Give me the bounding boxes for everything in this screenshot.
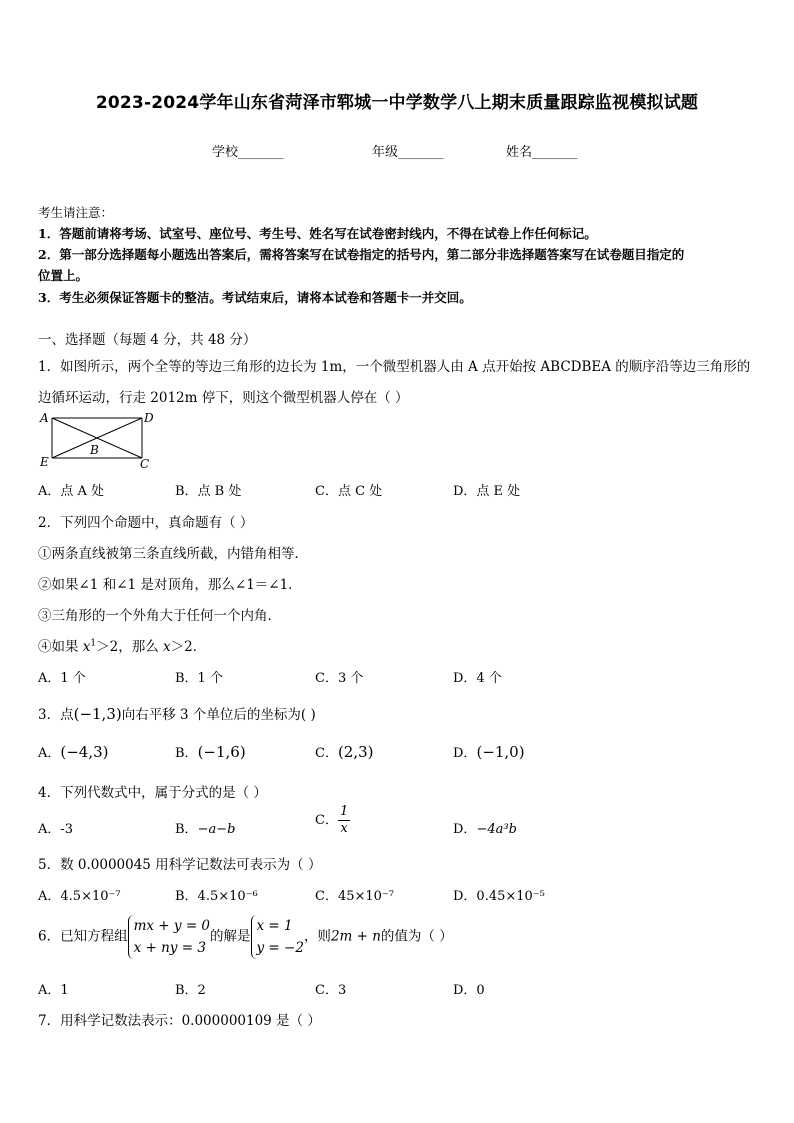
- label-D: D: [144, 411, 154, 425]
- solution-y: y = −2: [256, 940, 304, 956]
- q1-option-b: B．点 B 处: [175, 484, 242, 499]
- q2-statement-3: ③三角形的一个外角大于任何一个内角．: [38, 608, 281, 624]
- q5-option-c: C．45×10⁻⁷: [315, 889, 394, 904]
- option-label: D．: [453, 746, 477, 761]
- option-value: -3: [60, 822, 74, 837]
- q2-option-b: B．1 个: [175, 671, 223, 686]
- q2-s4-part: ＞2．: [170, 639, 207, 655]
- q4-option-c: [315, 804, 350, 837]
- name-field: 姓名_______: [506, 145, 578, 160]
- grade-field: 年级_______: [372, 145, 444, 160]
- label-A: A: [40, 411, 49, 425]
- q2-statement-1: ①两条直线被第三条直线所截，内错角相等．: [38, 546, 308, 562]
- q3-option-c: [315, 742, 374, 761]
- label-B: B: [90, 443, 99, 457]
- option-label: D．: [453, 822, 477, 837]
- option-label: C．: [315, 746, 338, 761]
- q2-stem: 2．下列四个命题中，真命题有（ ）: [38, 515, 254, 531]
- q4-option-a: [38, 818, 73, 837]
- equation-2: x + ny = 3: [133, 940, 206, 956]
- q2-s4-exp: 1: [90, 638, 97, 649]
- numerator: 1: [339, 804, 349, 819]
- q4-option-b: [175, 818, 235, 837]
- q1-option-c: C．点 C 处: [315, 484, 383, 499]
- equation-1: mx + y = 0: [133, 918, 211, 934]
- q1-stem-line2: 边循环运动，行走 2012m 停下，则这个微型机器人停在（ ）: [38, 390, 409, 406]
- q6-stem: [38, 915, 453, 959]
- q6-expression: 2m + n: [330, 928, 381, 945]
- q6-stem-part: 的值为（ ）: [380, 928, 453, 945]
- q3-point: (−1,3): [73, 705, 122, 723]
- option-label: B．: [175, 746, 198, 761]
- q4-option-d: [453, 818, 517, 837]
- option-value: −4a³b: [476, 822, 517, 837]
- q6-solution-system: [251, 915, 304, 959]
- q6-stem-part: 6．已知方程组: [38, 928, 128, 945]
- q2-s4-part: ④如果: [38, 639, 83, 655]
- q5-option-a: A．4.5×10⁻⁷: [38, 889, 121, 904]
- q2-s4-var: x: [82, 639, 91, 655]
- q2-s4-part: ＞2，那么: [96, 639, 164, 655]
- option-value: (−1,0): [476, 743, 525, 761]
- notice-item-1: 1．答题前请将考场、试室号、座位号、考生号、姓名写在试卷密封线内，不得在试卷上作任何标记。: [38, 226, 597, 241]
- q2-statement-2: ②如果∠1 和∠1 是对顶角，那么∠1＝∠1．: [38, 577, 302, 593]
- notice-item-2-cont: 位置上。: [38, 268, 89, 283]
- q3-option-a: [38, 742, 109, 761]
- page-title: 2023-2024学年山东省菏泽市郓城一中学数学八上期末质量跟踪监视模拟试题: [95, 93, 699, 113]
- q2-option-c: C．3 个: [315, 671, 364, 686]
- q6-equation-system: [128, 915, 210, 959]
- q2-statement-4: [38, 635, 206, 655]
- q6-option-a: A．1: [38, 983, 69, 998]
- q5-option-d: D．0.45×10⁻⁵: [453, 889, 545, 904]
- q6-stem-part: ，则: [303, 928, 331, 945]
- option-label: B．: [175, 822, 198, 837]
- q3-option-d: [453, 742, 525, 761]
- notice-item-3: 3．考生必须保证答题卡的整洁。考试结束后，请将本试卷和答题卡一并交回。: [38, 290, 472, 305]
- q4-stem: 4．下列代数式中，属于分式的是（ ）: [38, 785, 267, 801]
- option-label: A．: [38, 746, 61, 761]
- option-value: (2,3): [337, 743, 374, 761]
- q5-option-b: B．4.5×10⁻⁶: [175, 889, 258, 904]
- q1-option-d: D．点 E 处: [453, 484, 521, 499]
- option-value: (−4,3): [60, 743, 109, 761]
- option-value: −a−b: [197, 822, 236, 837]
- q1-stem-line1: 1．如图所示，两个全等的等边三角形的边长为 1m，一个微型机器人由 A 点开始按 ABCDBEA 的顺序沿等边三角形的: [38, 359, 751, 375]
- q7-stem: 7．用科学记数法表示：0.000000109 是（ ）: [38, 1013, 321, 1029]
- q5-stem: 5．数 0.0000045 用科学记数法可表示为（ ）: [38, 857, 322, 873]
- q6-option-d: D．0: [453, 983, 485, 998]
- notice-heading: 考生请注意：: [38, 205, 114, 220]
- q3-stem-part: 3．点: [38, 707, 74, 723]
- label-E: E: [40, 455, 49, 469]
- label-C: C: [140, 457, 150, 470]
- q3-stem: [38, 703, 316, 723]
- q2-option-a: A．1 个: [38, 671, 86, 686]
- option-label: C．: [315, 813, 338, 828]
- fraction-1-over-x: [338, 804, 350, 837]
- option-label: A．: [38, 822, 61, 837]
- option-value: (−1,6): [197, 743, 246, 761]
- q1-figure: [36, 408, 156, 470]
- section-heading: 一、选择题（每题 4 分，共 48 分）: [38, 332, 257, 348]
- q2-s4-var: x: [163, 639, 171, 655]
- q1-option-a: A．点 A 处: [38, 484, 105, 499]
- notice-item-2: 2．第一部分选择题每小题选出答案后，需将答案写在试卷指定的括号内，第二部分非选择题答案写在试卷题目指定的: [38, 247, 685, 262]
- q6-stem-part: 的解是: [210, 928, 251, 945]
- solution-x: x = 1: [256, 918, 293, 934]
- q6-option-c: C．3: [315, 983, 347, 998]
- q6-option-b: B．2: [175, 983, 206, 998]
- q3-stem-part: 向右平移 3 个单位后的坐标为( ): [121, 707, 316, 723]
- q2-option-d: D．4 个: [453, 671, 502, 686]
- school-field: 学校_______: [212, 145, 284, 160]
- denominator: x: [340, 821, 348, 836]
- q3-option-b: [175, 742, 246, 761]
